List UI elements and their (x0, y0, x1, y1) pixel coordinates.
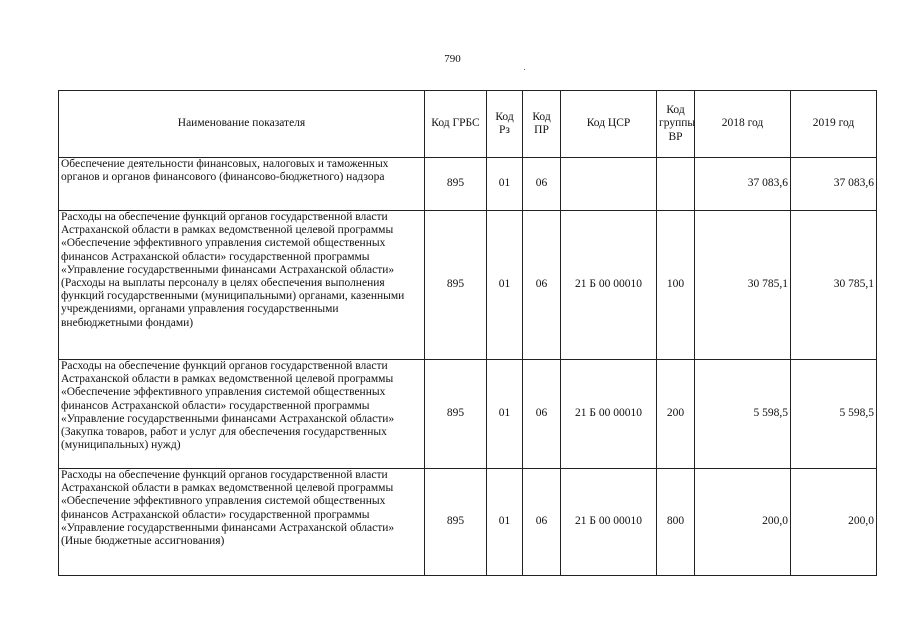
header-vr: Код группы ВР (657, 91, 695, 158)
row-name: Расходы на обеспечение функций органов государственной власти Астраханской области в рамках ведомственной целевой программы «Обеспечение эффективного управления системой общественных финансов Астраханской области» государственной программы «Управление государственными финансами Астраханской области» (Закупка товаров, работ и услуг для обеспечения государственных (муниципальных) нужд) (59, 360, 425, 469)
row-2019: 30 785,1 (791, 211, 877, 360)
row-name: Расходы на обеспечение функций органов государственной власти Астраханской области в рамках ведомственной целевой программы «Обеспечение эффективного управления системой общественных финансов Астраханской области» государственной программы «Управление государственными финансами Астраханской области» (Расходы на выплаты персоналу в целях обеспечения выполнения функций государственными (муниципальными) органами, казенными учреждениями, органами управления государственными внебюджетными фондами) (59, 211, 425, 360)
table-row (59, 469, 877, 576)
row-vr: 200 (657, 360, 695, 469)
header-csr: Код ЦСР (561, 91, 657, 158)
budget-table (58, 90, 877, 576)
row-vr: 100 (657, 211, 695, 360)
header-pr: Код ПР (523, 91, 561, 158)
scan-artifact-dot (524, 69, 525, 70)
row-2019: 200,0 (791, 469, 877, 576)
row-csr (561, 158, 657, 211)
row-2018: 200,0 (695, 469, 791, 576)
row-pr: 06 (523, 360, 561, 469)
row-name: Обеспечение деятельности финансовых, налоговых и таможенных органов и органов финансового (финансово-бюджетного) надзора (59, 158, 425, 211)
row-csr: 21 Б 00 00010 (561, 360, 657, 469)
row-vr (657, 158, 695, 211)
row-grbs: 895 (425, 158, 487, 211)
row-rz: 01 (487, 469, 523, 576)
row-2018: 37 083,6 (695, 158, 791, 211)
row-pr: 06 (523, 158, 561, 211)
row-2019: 37 083,6 (791, 158, 877, 211)
header-2018: 2018 год (695, 91, 791, 158)
row-2018: 30 785,1 (695, 211, 791, 360)
row-vr: 800 (657, 469, 695, 576)
table-row (59, 360, 877, 469)
row-rz: 01 (487, 211, 523, 360)
row-pr: 06 (523, 211, 561, 360)
row-csr: 21 Б 00 00010 (561, 469, 657, 576)
row-grbs: 895 (425, 211, 487, 360)
row-pr: 06 (523, 469, 561, 576)
row-csr: 21 Б 00 00010 (561, 211, 657, 360)
row-grbs: 895 (425, 360, 487, 469)
header-grbs: Код ГРБС (425, 91, 487, 158)
header-2019: 2019 год (791, 91, 877, 158)
header-name: Наименование показателя (59, 91, 425, 158)
header-rz: Код Рз (487, 91, 523, 158)
table-row (59, 158, 877, 211)
row-grbs: 895 (425, 469, 487, 576)
table-header-row (59, 91, 877, 158)
row-rz: 01 (487, 360, 523, 469)
row-2018: 5 598,5 (695, 360, 791, 469)
row-name: Расходы на обеспечение функций органов государственной власти Астраханской области в рамках ведомственной целевой программы «Обеспечение эффективного управления системой общественных финансов Астраханской области» государственной программы «Управление государственными финансами Астраханской области» (Иные бюджетные ассигнования) (59, 469, 425, 576)
page-number: 790 (444, 53, 461, 65)
row-2019: 5 598,5 (791, 360, 877, 469)
table-row (59, 211, 877, 360)
row-rz: 01 (487, 158, 523, 211)
